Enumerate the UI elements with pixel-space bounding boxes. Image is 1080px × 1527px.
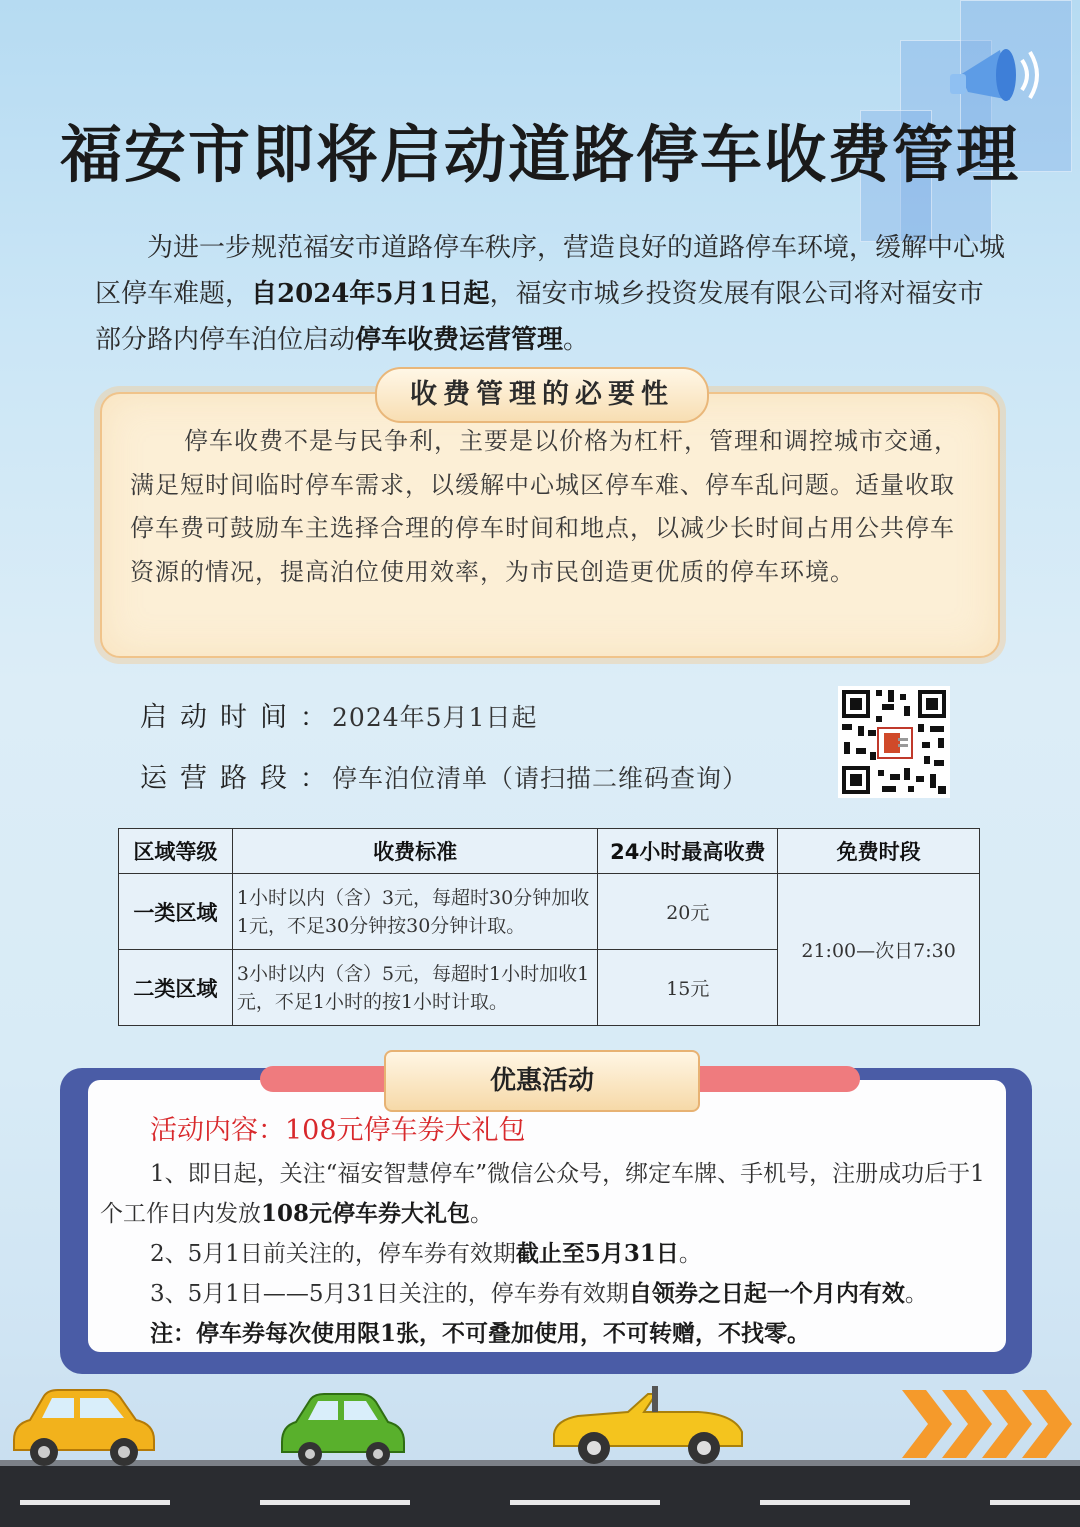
promo-text: 。	[678, 1241, 702, 1267]
promo-bold: 截止至5月31日	[515, 1240, 679, 1267]
necessity-paragraph: 停车收费不是与民争利，主要是以价格为杠杆，管理和调控城市交通，满足短时间临时停车需求，以缓解中心城区停车难、停车乱问题。适量收取停车费可鼓励车主选择合理的停车时间和地点，以减少长时间占用公共停车资源的情况，提高泊位使用效率，为市民创造更优质的停车环境。	[130, 427, 959, 586]
convertible-car-icon	[548, 1384, 748, 1468]
road-marking	[760, 1500, 910, 1505]
necessity-heading: 收费管理的必要性	[375, 367, 709, 423]
start-time-row	[140, 695, 537, 734]
colon: ：	[300, 703, 327, 733]
intro-text: 为进一步规范福安市道路停车秩序，营造良好的道路停车环境，缓解中心城区停车难题，	[95, 233, 1006, 309]
promo-text: 3、5月1日——5月31日关注的，停车券有效期	[150, 1281, 629, 1307]
row-level: 一类区域	[119, 874, 233, 950]
promo-bold: 108元停车券大礼包	[261, 1200, 471, 1227]
promo-item-2	[100, 1234, 1000, 1274]
row-level: 二类区域	[119, 950, 233, 1026]
free-period: 21:00—次日7:30	[778, 874, 980, 1026]
route-label: 运营路段	[140, 763, 300, 794]
road-marking	[20, 1500, 170, 1505]
green-car-icon	[278, 1392, 408, 1468]
colon: ：	[300, 764, 327, 794]
yellow-car-icon	[8, 1388, 158, 1468]
header-max-fee: 24小时最高收费	[598, 829, 778, 874]
promo-item-3	[100, 1274, 1000, 1314]
promo-heading: 优惠活动	[384, 1050, 700, 1112]
intro-text: 。	[563, 325, 590, 355]
route-row	[140, 756, 748, 795]
page-title: 福安市即将启动道路停车收费管理	[59, 118, 1020, 191]
road-marking	[510, 1500, 660, 1505]
necessity-text	[130, 420, 966, 594]
route-value: 停车泊位清单（请扫描二维码查询）	[332, 764, 749, 793]
table-header-row	[119, 829, 980, 874]
intro-paragraph	[95, 225, 1007, 363]
row-standard: 3小时以内（含）5元，每超时1小时加收1元，不足1小时的按1小时计取。	[232, 950, 598, 1026]
header-level: 区域等级	[119, 829, 233, 874]
fee-table	[118, 828, 980, 1026]
start-time-value: 2024年5月1日起	[332, 703, 538, 732]
promo-text: 。	[470, 1201, 494, 1227]
promo-subtitle: 活动内容：108元停车券大礼包	[150, 1115, 526, 1146]
chevron-arrows-icon	[900, 1386, 1078, 1462]
intro-management: 停车收费运营管理	[355, 325, 564, 355]
road-marking	[990, 1500, 1080, 1505]
row-max-fee: 20元	[598, 874, 778, 950]
header-standard: 收费标准	[232, 829, 598, 874]
intro-start-date: 自2024年5月1日起	[251, 279, 490, 309]
header-free-period: 免费时段	[778, 829, 980, 874]
start-time-label: 启动时间	[140, 702, 300, 733]
table-row	[119, 874, 980, 950]
promo-item-1	[100, 1154, 1000, 1234]
row-max-fee: 15元	[598, 950, 778, 1026]
promo-bold: 自领券之日起一个月内有效	[628, 1280, 905, 1307]
promo-note: 注：停车券每次使用限1张，不可叠加使用，不可转赠，不找零。	[150, 1320, 811, 1347]
road	[0, 1466, 1080, 1527]
promo-text: 。	[904, 1281, 928, 1307]
row-standard: 1小时以内（含）3元，每超时30分钟加收1元，不足30分钟按30分钟计取。	[232, 874, 598, 950]
promo-content	[100, 1108, 1000, 1354]
promo-text: 2、5月1日前关注的，停车券有效期	[150, 1241, 516, 1267]
road-marking	[260, 1500, 410, 1505]
intro-text: ，福安市城乡投资发展有限公司将对福安市部分路内停车泊位启动	[95, 279, 984, 355]
qr-code-icon[interactable]	[838, 686, 950, 798]
promo-text: 1、即日起，关注“福安智慧停车”微信公众号，绑定车牌、手机号，注册成功后于1个工作日内发放	[100, 1161, 985, 1227]
